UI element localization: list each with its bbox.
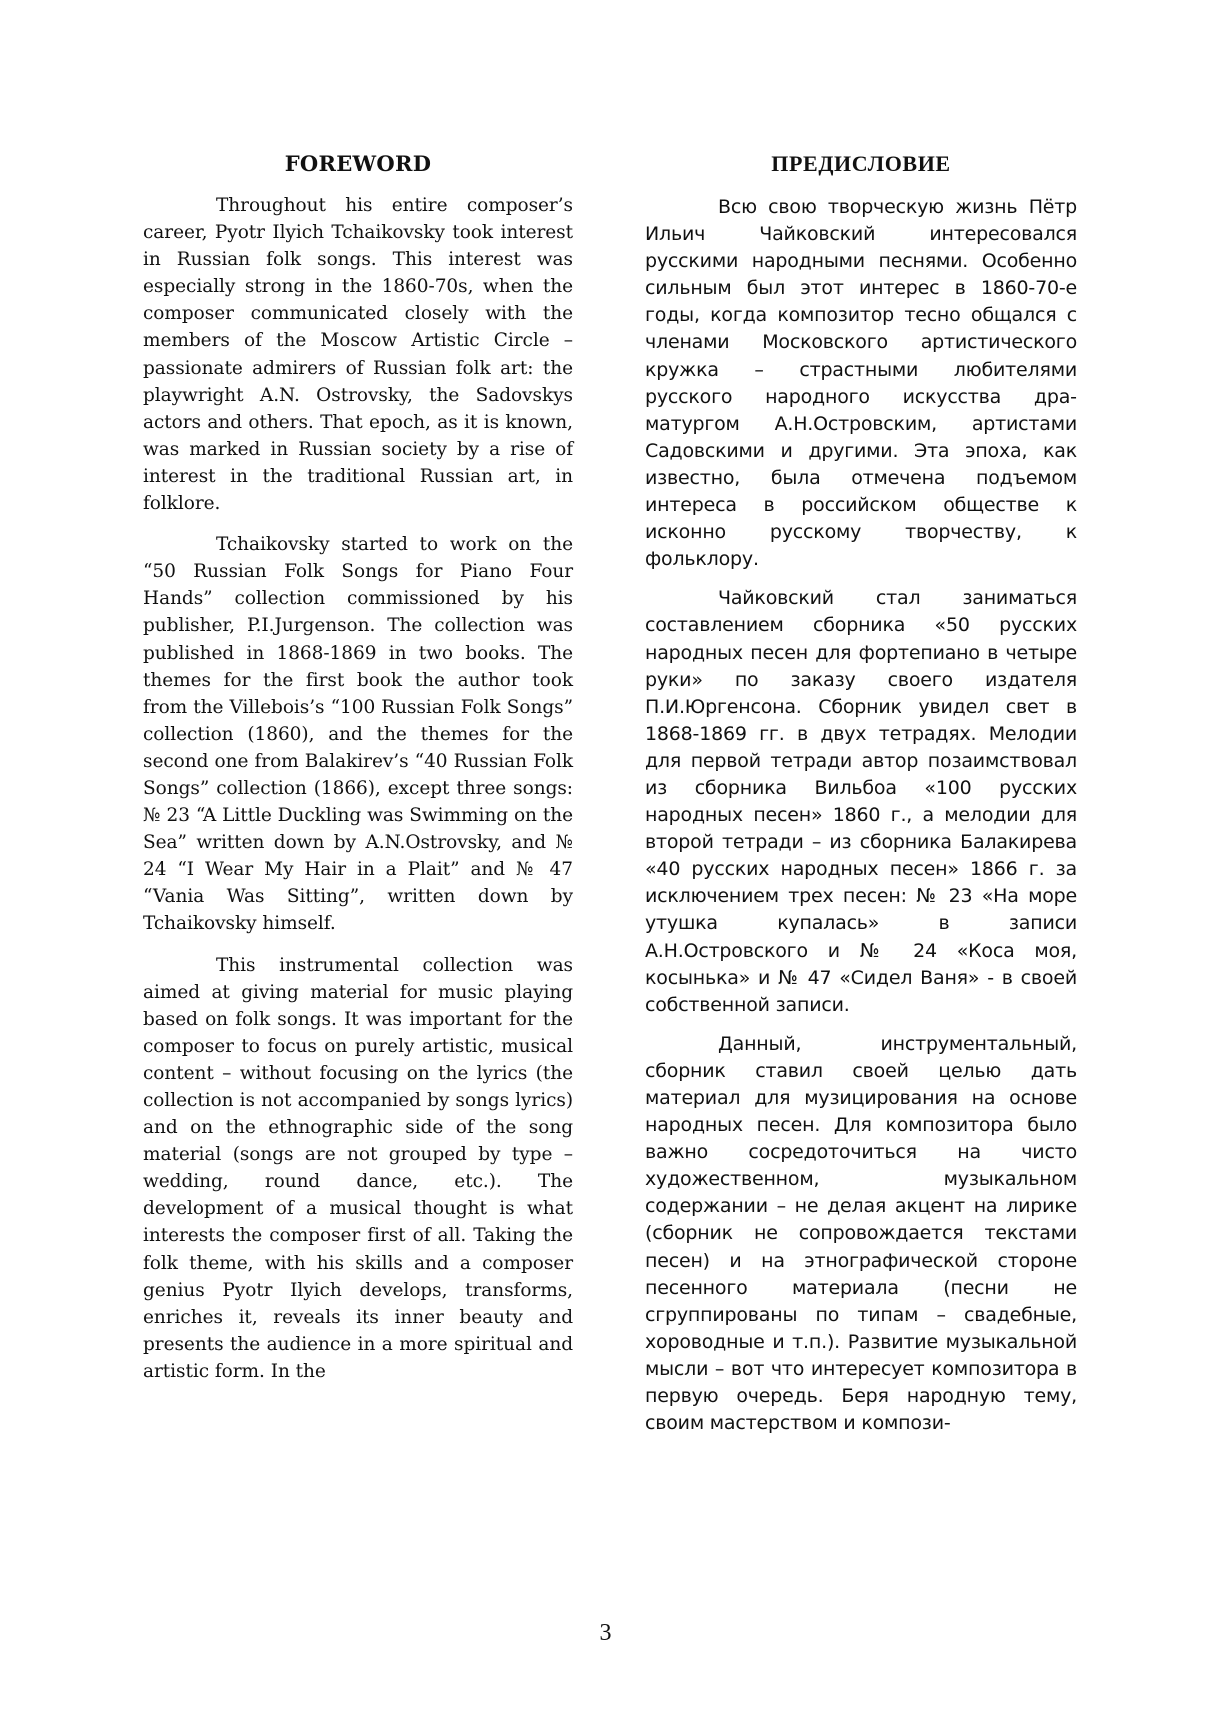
russian-column [645,150,1077,1449]
english-paragraph-3: This instrumental collection was aimed at giving material for music playing based on folk songs. It was important for the composer to focus on purely artistic, musical content – without focusing on the lyrics (the collection is not accompanied by songs lyrics) and on the ethnographic side of the song material (songs are not grouped by type – wedding, round dance, etc.). The development of a musical thought is what interests the composer first of all. Taking the folk theme, with his skills and a composer genius Pyotr Ilyich develops, transforms, enriches it, reveals its inner beauty and presents the audience in a more spiritual and artistic form. In the [143,954,573,1382]
english-paragraph-1: Throughout his entire composer’s career, Pyotr Ilyich Tchaikovsky took interest in Russian folk songs. This interest was especially strong in the 1860-70s, when the composer communicated closely with the members of the Moscow Artistic Circle – passionate admirers of Russian folk art: the playwright A.N. Ostrovsky, the Sadovskys actors and others. That epoch, as it is known, was marked in Russian society by a rise of interest in the traditional Russian art, in folklore. [143,195,573,515]
english-heading: FOREWORD [284,151,432,176]
russian-heading: ПРЕДИСЛОВИЕ [771,151,951,176]
page-number: 3 [599,1620,612,1646]
russian-paragraph-3: Данный, инструментальный, сборник ставил своей целью дать материал для музицирования на основе народных песен. Для композитора было важно сосредоточиться на чисто художественном, музыкальном содержании – не делая акцент на лирике (сборник не сопровождается текстами песен) и на этнографической стороне песенного материала (песни не сгруппированы по типам – свадебные, хороводные и т.п.). Развитие музыкальной мысли – вот что интересует композитора в первую очередь. Беря народную тему, своим мастерством и компози- [645,1032,1077,1435]
english-paragraph-2: Tchaikovsky started to work on the “50 Russian Folk Songs for Piano Four Hands” collection commissioned by his publisher, P.I.Jurgenson. The collection was published in 1868-1869 in two books. The themes for the first book the author took from the Villebois’s “100 Russian Folk Songs” collection (1860), and the themes for the second one from Balakirev’s “40 Russian Folk Songs” collection (1866), except three songs: № 23 “A Little Duckling was Swimming on the Sea” written down by A.N.Ostrovsky, and № 24 “I Wear My Hair in a Plait” and № 47 “Vania Was Sitting”, written down by Tchaikovsky himself. [143,534,573,935]
russian-paragraph-2: Чайковский стал заниматься составлением сборника «50 русских народных песен для фортепиано в четыре руки» по заказу своего издателя П.И.Юргенсона. Сборник увидел свет в 1868-1869 гг. в двух тетрадях. Мелодии для первой тетради автор позаимствовал из сборника Вильбоа «100 русских народных песен» 1860 г., а мелодии для второй тетради – из сборника Балакирева «40 русских народных песен» 1866 г. за исключением трех песен: № 23 «На море утушка купалась» в записи А.Н.Островского и № 24 «Коса моя, косынька» и № 47 «Сидел Ваня» - в своей собственной записи. [645,587,1077,1016]
russian-paragraph-1: Всю свою творческую жизнь Пётр Ильич Чайковский интересовался русскими народными песнями. Особенно сильным был этот интерес в 1860-70-е годы, когда композитор тесно общался с членами Московского артистического кружка – страстными любителями русского народного искусства драматургом А.Н.Островским, артистами Садовскими и другими. Эта эпоха, как известно, была отмечена подъемом интереса в российском обществе к исконно русскому творчеству, к фольклору. [645,196,1077,571]
english-column [143,150,573,1399]
